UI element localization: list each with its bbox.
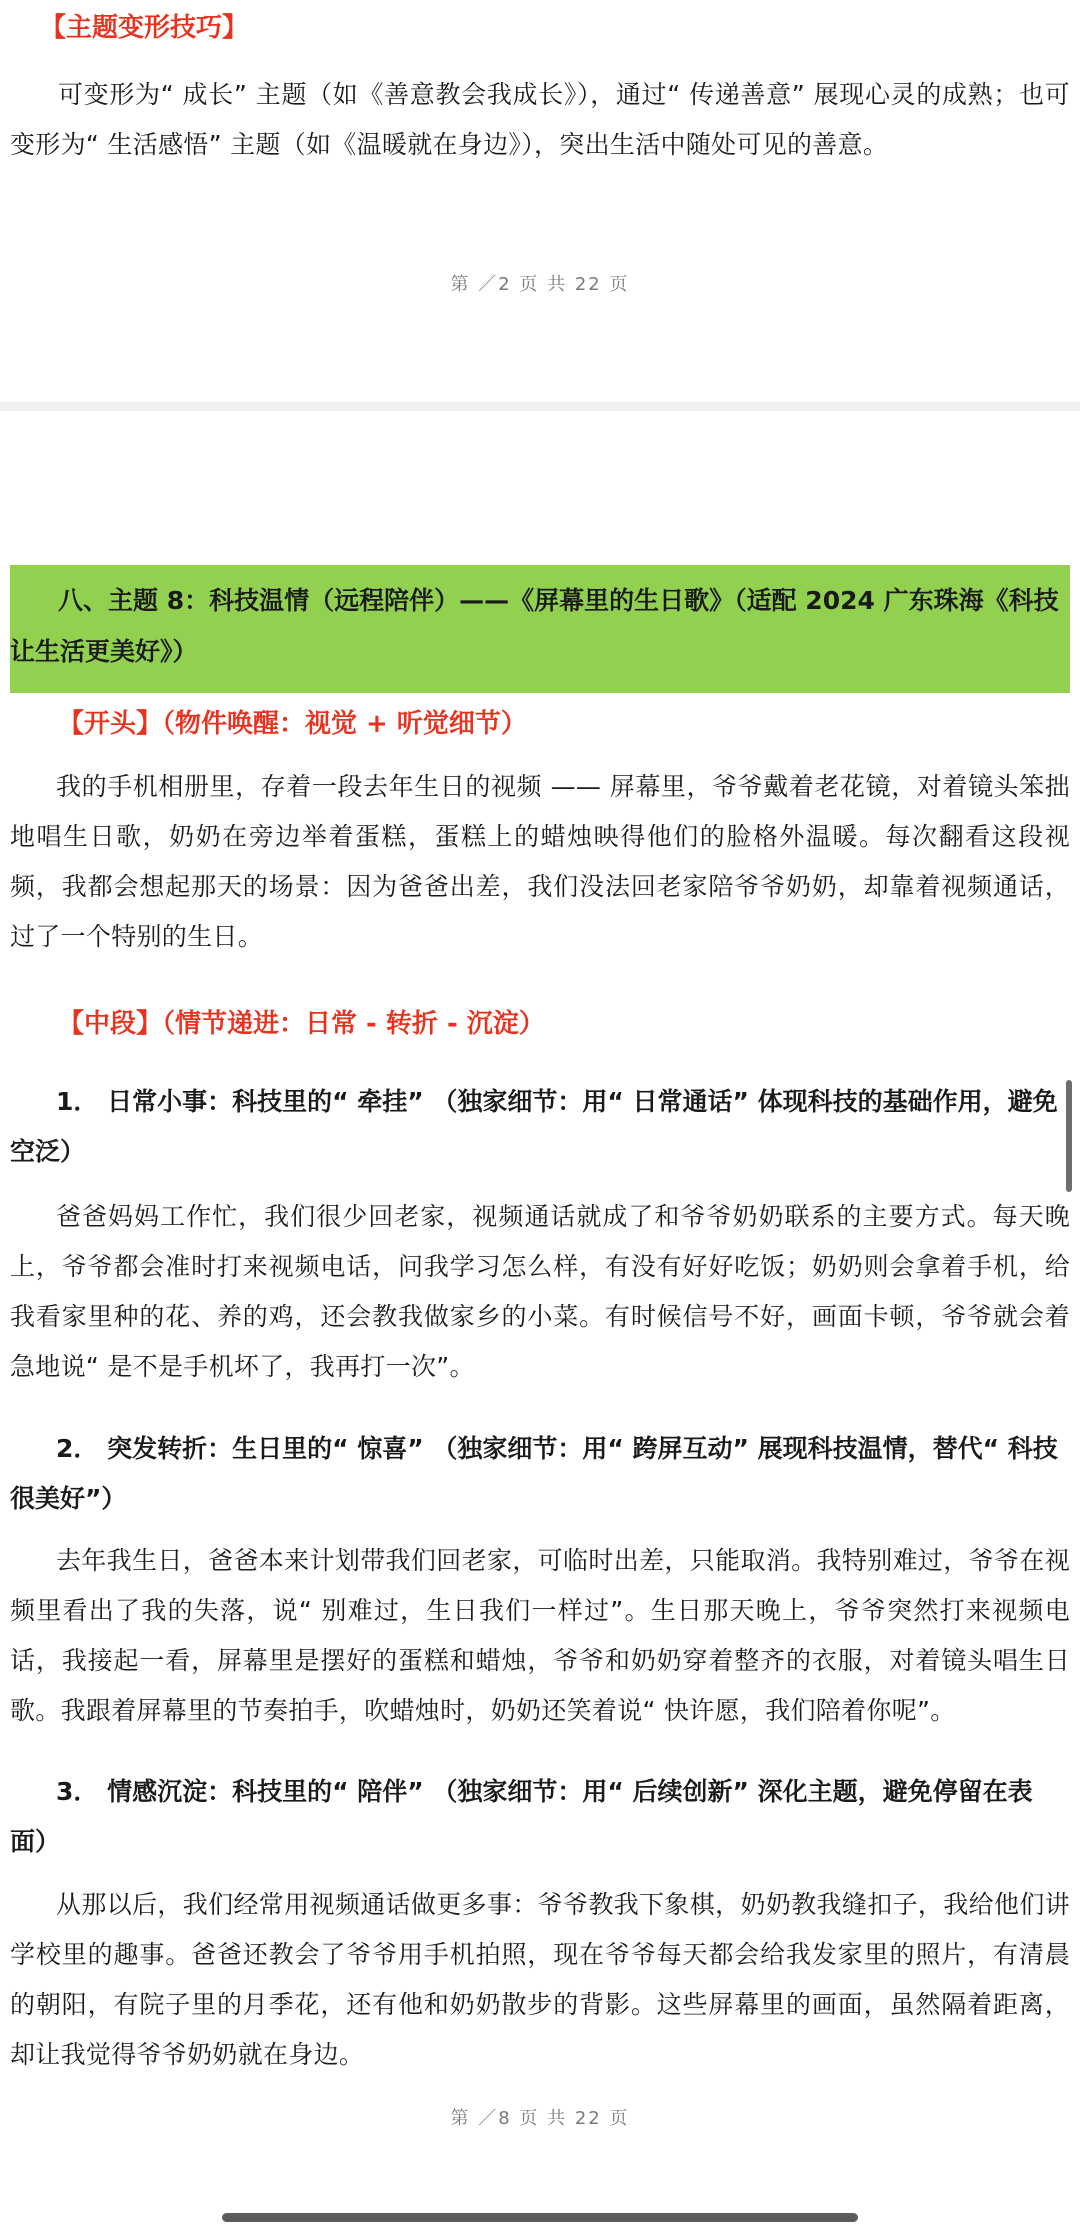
variation-tips-heading: 【主题变形技巧】 <box>40 13 249 43</box>
opening-heading: 【开头】（物件唤醒：视觉 + 听觉细节） <box>58 709 527 739</box>
page-divider <box>0 402 1080 411</box>
point1-heading: 1． 日常小事：科技里的“ 牵挂” （独家细节：用“ 日常通话” 体现科技的基础作用，避免空泛） <box>10 1087 1058 1166</box>
middle-heading: 【中段】（情节递进：日常 - 转折 - 沉淀） <box>58 1009 545 1039</box>
section-title: 八、主题 8：科技温情（远程陪伴）——《屏幕里的生日歌》（适配 2024 广东珠海《科技让生活更美好》） <box>10 586 1059 666</box>
point2-paragraph: 去年我生日，爸爸本来计划带我们回老家，可临时出差，只能取消。我特别难过，爷爷在视频里看出了我的失落，说“ 别难过，生日我们一样过”。生日那天晚上，爷爷突然打来视频电话，我接起一看，屏幕里是摆好的蛋糕和蜡烛，爷爷和奶奶穿着整齐的衣服，对着镜头唱生日歌。我跟着屏幕里的节奏拍手，吹蜡烛时，奶奶还笑着说“ 快许愿，我们陪着你呢”。 <box>10 1546 1070 1725</box>
point2-heading: 2． 突发转折：生日里的“ 惊喜” （独家细节：用“ 跨屏互动” 展现科技温情，替代“ 科技很美好”） <box>10 1434 1058 1513</box>
point3-heading: 3． 情感沉淀：科技里的“ 陪伴” （独家细节：用“ 后续创新” 深化主题，避免停留在表面） <box>10 1777 1033 1856</box>
section-title-highlight <box>10 565 1070 693</box>
opening-paragraph: 我的手机相册里，存着一段去年生日的视频 —— 屏幕里，爷爷戴着老花镜，对着镜头笨拙地唱生日歌，奶奶在旁边举着蛋糕，蛋糕上的蜡烛映得他们的脸格外温暖。每次翻看这段视频，我都会想起那天的场景：因为爸爸出差，我们没法回老家陪爷爷奶奶，却靠着视频通话，过了一个特别的生日。 <box>10 772 1070 951</box>
scrollbar-thumb[interactable] <box>1066 1080 1072 1192</box>
home-indicator-bar[interactable] <box>222 2213 858 2222</box>
point3-paragraph: 从那以后，我们经常用视频通话做更多事：爷爷教我下象棋，奶奶教我缝扣子，我给他们讲学校里的趣事。爸爸还教会了爷爷用手机拍照，现在爷爷每天都会给我发家里的照片，有清晨的朝阳，有院子里的月季花，还有他和奶奶散步的背影。这些屏幕里的画面，虽然隔着距离，却让我觉得爷爷奶奶就在身边。 <box>10 1890 1070 2069</box>
variation-tips-paragraph: 可变形为“ 成长” 主题（如《善意教会我成长》），通过“ 传递善意” 展现心灵的成熟；也可变形为“ 生活感悟” 主题（如《温暖就在身边》），突出生活中随处可见的善意。 <box>10 80 1070 159</box>
page-number-footer-2: 第 ／8 页 共 22 页 <box>450 2108 630 2129</box>
page-number-footer: 第 ／2 页 共 22 页 <box>450 274 630 295</box>
point1-paragraph: 爸爸妈妈工作忙，我们很少回老家，视频通话就成了和爷爷奶奶联系的主要方式。每天晚上，爷爷都会准时打来视频电话，问我学习怎么样，有没有好好吃饭；奶奶则会拿着手机，给我看家里种的花、养的鸡，还会教我做家乡的小菜。有时候信号不好，画面卡顿，爷爷就会着急地说“ 是不是手机坏了，我再打一次”。 <box>10 1202 1070 1381</box>
